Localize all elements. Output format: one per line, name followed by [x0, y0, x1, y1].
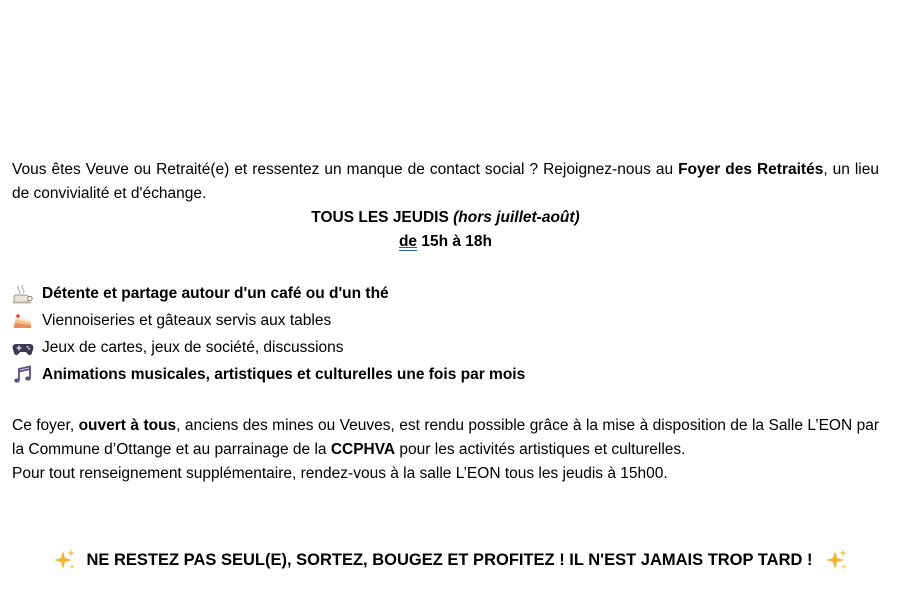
details-sponsor: CCPHVA: [330, 441, 396, 458]
game-controller-icon: [12, 338, 34, 358]
list-item: [12, 307, 879, 334]
activity-label: Viennoiseries et gâteaux servis aux tables: [42, 312, 332, 329]
schedule-days-note: (hors juillet-août): [453, 209, 580, 226]
details-text-end: pour les activités artistiques et culturelles.: [395, 441, 686, 458]
details-text-mid: , anciens des mines ou Veuves, est rendu possible grâce à la mise à disposition de la Salle L’EON par la Commune d’Ottange et au parrainage de la: [12, 417, 880, 458]
details-open-to-all: ouvert à tous: [78, 417, 177, 434]
sparkles-icon: [51, 547, 77, 573]
schedule-days-label: TOUS LES JEUDIS: [311, 209, 454, 226]
list-item: [12, 361, 879, 388]
intro-text-end: , un lieu de convivialité et d'échange.: [12, 161, 879, 202]
coffee-cup-icon: [12, 284, 34, 304]
foyer-name: Foyer des Retraités: [678, 161, 824, 178]
schedule-time: [12, 230, 879, 254]
music-notes-icon: [12, 365, 34, 385]
cake-icon: [12, 311, 34, 331]
flyer-body: [12, 158, 879, 486]
schedule-time-prefix: de: [398, 233, 418, 250]
slogan-text: NE RESTEZ PAS SEUL(E), SORTEZ, BOUGEZ ET PROFITEZ ! IL N'EST JAMAIS TROP TARD !: [86, 551, 813, 569]
details-text: Ce foyer,: [12, 417, 79, 434]
schedule-time-hours: 15h à 18h: [417, 233, 493, 250]
slogan-line: [0, 546, 899, 574]
activities-list: [12, 280, 879, 388]
details-paragraph: [12, 414, 879, 462]
intro-paragraph: [12, 158, 879, 206]
info-paragraph: Pour tout renseignement supplémentaire, rendez-vous à la salle L’EON tous les jeudis à 15h00.: [12, 465, 668, 482]
list-item: [12, 334, 879, 361]
list-item: [12, 280, 879, 307]
activity-label: Animations musicales, artistiques et culturelles une fois par mois: [42, 366, 526, 383]
intro-text: Vous êtes Veuve ou Retraité(e) et ressentez un manque de contact social ? Rejoignez-nous au: [12, 161, 679, 178]
activity-label: Détente et partage autour d'un café ou d'un thé: [42, 285, 389, 302]
sparkles-icon: [823, 547, 849, 573]
activity-label: Jeux de cartes, jeux de société, discussions: [42, 339, 344, 356]
schedule-days: [12, 206, 879, 230]
